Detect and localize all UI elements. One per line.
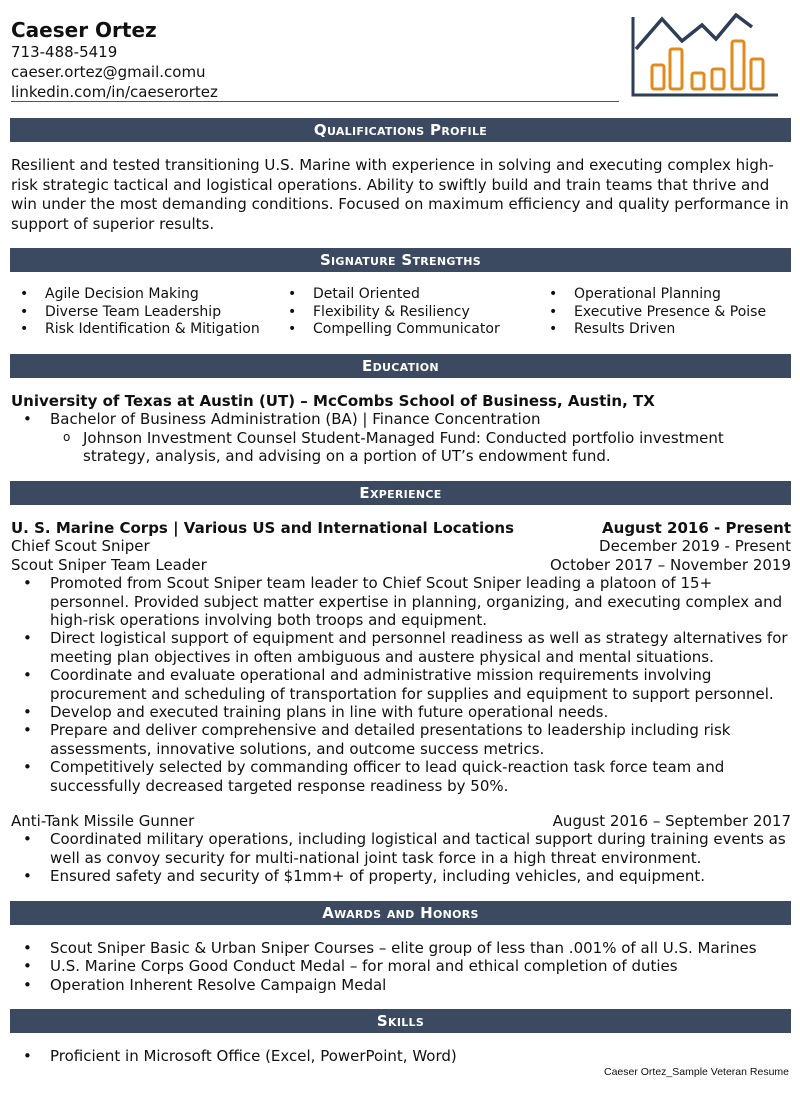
role-row (11, 537, 791, 555)
employer-dates: August 2016 - Present (602, 519, 791, 537)
contact-header (11, 18, 619, 102)
degree-item: • Bachelor of Business Administration (BA) | Finance Concentration (11, 410, 791, 428)
strengths-list (11, 286, 791, 342)
experience-section-header: Experience (10, 481, 791, 505)
skills-list (11, 1047, 791, 1065)
education-detail: o Johnson Investment Counsel Student-Managed Fund: Conducted portfolio investment strategy, analysis, and advising on a portion of UT’s endowment fund. (11, 429, 791, 466)
experience-block-2 (11, 812, 791, 886)
role-dates: December 2019 - Present (599, 537, 791, 556)
strength-item: • Detail Oriented (297, 286, 500, 304)
education-sub-list (11, 429, 791, 466)
role-title: Scout Sniper Team Leader (11, 555, 207, 574)
experience-bullet: • Promoted from Scout Sniper team leader to Chief Scout Sniper leading a platoon of 15+ personnel. Provided subject matter expertise in planning, organizing, and executing complex and high-risk operations involving both troops and equipment. (11, 574, 791, 629)
experience-block (11, 519, 791, 795)
school-name: University of Texas at Austin (UT) – McCombs School of Business, Austin, TX (11, 392, 655, 410)
role-dates: October 2017 – November 2019 (550, 555, 791, 574)
qualifications-section-header: Qualifications Profile (10, 118, 791, 142)
qualifications-summary: Resilient and tested transitioning U.S. Marine with experience in solving and executing complex high-risk strategic tactical and logistical operations. Ability to swiftly build and train teams that thrive and win under the most demanding conditions. Focused on maximum efficiency and quality performance in support of superior results. (11, 156, 789, 233)
education-section-header: Education (10, 354, 791, 378)
experience-bullet: • Coordinated military operations, including logistical and tactical support during training events as well as convoy security for multi-national joint task force in a high threat environment. (11, 830, 791, 867)
education-list (11, 410, 791, 428)
strength-item: • Compelling Communicator (297, 321, 500, 339)
experience-bullet: • Direct logistical support of equipment and personnel readiness as well as strategy alternatives for meeting plan objectives in often ambiguous and austere physical and mental situations. (11, 629, 791, 666)
phone-number: 713-488-5419 (11, 43, 118, 61)
role-title: Anti-Tank Missile Gunner (11, 812, 195, 830)
header-divider (11, 101, 619, 102)
strength-item: • Flexibility & Resiliency (297, 304, 500, 322)
experience-bullet: • Competitively selected by commanding officer to lead quick-reaction task force team and successfully decreased targeted response readiness by 50%. (11, 758, 791, 795)
strength-item: • Agile Decision Making (29, 286, 260, 304)
linkedin-url: linkedin.com/in/caeserortez (11, 83, 218, 101)
award-item: • Scout Sniper Basic & Urban Sniper Courses – elite group of less than .001% of all U.S. Marines (11, 939, 791, 957)
awards-list (11, 939, 791, 994)
role-title: Chief Scout Sniper (11, 537, 150, 556)
strength-item: • Diverse Team Leadership (29, 304, 260, 322)
award-item: • Operation Inherent Resolve Campaign Medal (11, 976, 791, 994)
awards-block (11, 939, 791, 994)
experience-bullet: • Develop and executed training plans in line with future operational needs. (11, 703, 791, 721)
candidate-name: Caeser Ortez (11, 18, 157, 42)
awards-section-header: Awards and Honors (10, 901, 791, 925)
experience-bullet: • Prepare and deliver comprehensive and detailed presentations to leadership including risk assessments, innovative solutions, and outcome success metrics. (11, 721, 791, 758)
employer-row (11, 519, 791, 537)
strengths-column-3 (558, 286, 766, 339)
skills-section-header: Skills (10, 1009, 791, 1033)
role-dates: August 2016 – September 2017 (552, 812, 791, 830)
strength-item: • Operational Planning (558, 286, 766, 304)
skills-block (11, 1047, 791, 1065)
employer-name: U. S. Marine Corps | Various US and International Locations (11, 519, 515, 537)
experience-bullets (11, 574, 791, 795)
strength-item: • Risk Identification & Mitigation (29, 321, 260, 339)
award-item: • U.S. Marine Corps Good Conduct Medal – for moral and ethical completion of duties (11, 957, 791, 975)
role-row (11, 812, 791, 830)
strength-item: • Results Driven (558, 321, 766, 339)
strength-item: • Executive Presence & Poise (558, 304, 766, 322)
role-row (11, 556, 791, 574)
experience-bullets (11, 830, 791, 885)
strengths-section-header: Signature Strengths (10, 248, 791, 272)
skill-item: • Proficient in Microsoft Office (Excel, PowerPoint, Word) (11, 1047, 791, 1065)
line-and-bar-chart-icon (630, 13, 780, 99)
experience-bullet: • Ensured safety and security of $1mm+ of property, including vehicles, and equipment. (11, 867, 791, 885)
education-block (11, 392, 791, 466)
experience-bullet: • Coordinate and evaluate operational and administrative mission requirements involving procurement and scheduling of transportation for supplies and equipment to support personnel. (11, 666, 791, 703)
email-address: caeser.ortez@gmail.comu (11, 63, 206, 81)
strengths-column-1 (29, 286, 260, 339)
strengths-column-2 (297, 286, 500, 339)
document-footer: Caeser Ortez_Sample Veteran Resume (603, 1066, 789, 1078)
